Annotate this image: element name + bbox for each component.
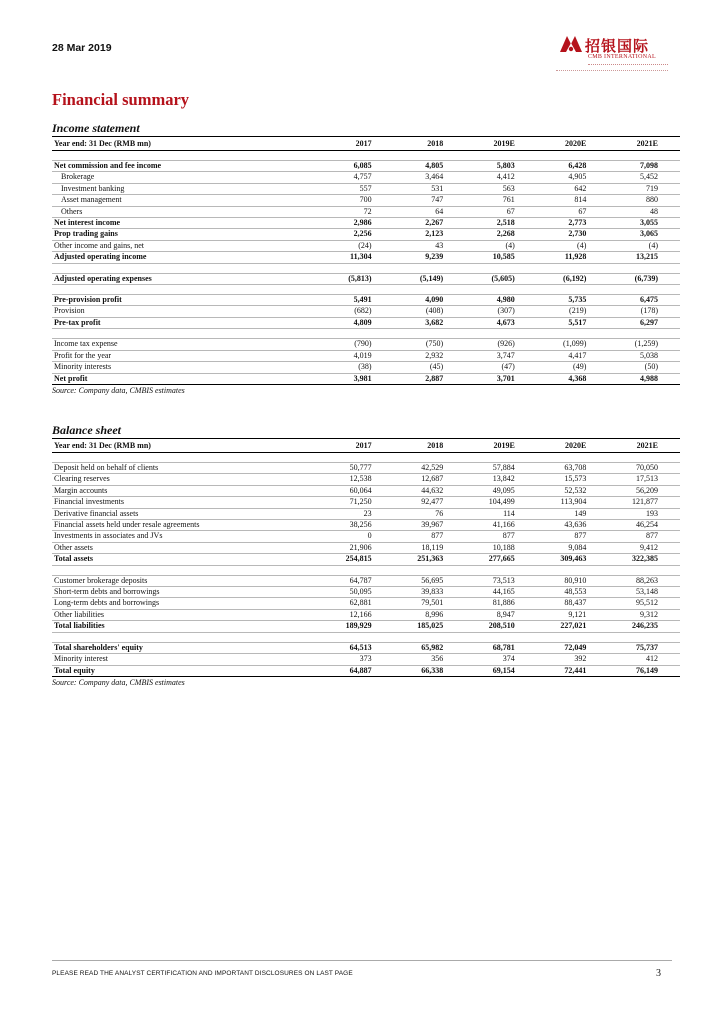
row-value: 50,095	[322, 587, 394, 598]
row-value: 66,338	[394, 665, 466, 676]
table-row	[52, 172, 680, 183]
row-value: 53,148	[608, 587, 680, 598]
table-row	[52, 295, 680, 306]
row-value: 189,929	[322, 621, 394, 632]
row-value: (307)	[465, 306, 537, 317]
row-value: 412	[608, 654, 680, 665]
row-value: 700	[322, 195, 394, 206]
table-row	[52, 362, 680, 373]
row-value: (38)	[322, 362, 394, 373]
column-header-year: 2021E	[608, 137, 680, 151]
table-row	[52, 474, 680, 485]
row-value: 2,267	[394, 218, 466, 229]
row-value: 41,166	[465, 520, 537, 531]
row-value: 39,967	[394, 520, 466, 531]
row-value: 64,513	[322, 642, 394, 653]
table-row	[52, 161, 680, 172]
row-label: Profit for the year	[52, 350, 322, 361]
row-value: (750)	[394, 339, 466, 350]
row-value: 3,065	[608, 229, 680, 240]
row-value: (49)	[537, 362, 609, 373]
page-title: Financial summary	[52, 90, 190, 109]
row-value: 5,491	[322, 295, 394, 306]
row-value: 4,905	[537, 172, 609, 183]
table-row	[52, 587, 680, 598]
table-row	[52, 485, 680, 496]
row-value: 4,417	[537, 350, 609, 361]
row-value: 72,441	[537, 665, 609, 676]
row-value: 2,932	[394, 350, 466, 361]
row-value: 92,477	[394, 497, 466, 508]
row-value: 6,428	[537, 161, 609, 172]
row-value: (45)	[394, 362, 466, 373]
row-value: 2,730	[537, 229, 609, 240]
row-value: 193	[608, 508, 680, 519]
logo-chinese-name: 招银国际	[585, 37, 650, 55]
column-header-label: Year end: 31 Dec (RMB mn)	[52, 439, 322, 453]
row-label: Adjusted operating expenses	[52, 273, 322, 284]
table-row	[52, 598, 680, 609]
row-value: 814	[537, 195, 609, 206]
logo-english-name: CMB INTERNATIONAL	[588, 54, 656, 60]
row-value: 113,904	[537, 497, 609, 508]
row-value: 356	[394, 654, 466, 665]
row-value: 5,803	[465, 161, 537, 172]
row-label: Short-term debts and borrowings	[52, 587, 322, 598]
row-value: 3,981	[322, 373, 394, 384]
row-value: 4,980	[465, 295, 537, 306]
column-header-year: 2021E	[608, 439, 680, 453]
row-value: 10,585	[465, 252, 537, 263]
row-label: Prop trading gains	[52, 229, 322, 240]
row-value: 95,512	[608, 598, 680, 609]
column-header-year: 2020E	[537, 137, 609, 151]
row-label: Clearing reserves	[52, 474, 322, 485]
table-row	[52, 373, 680, 384]
row-label: Other assets	[52, 542, 322, 553]
row-value: (5,149)	[394, 273, 466, 284]
row-value: 12,538	[322, 474, 394, 485]
row-value: 62,881	[322, 598, 394, 609]
row-value: 67	[537, 206, 609, 217]
row-value: 9,121	[537, 609, 609, 620]
row-value: (926)	[465, 339, 537, 350]
row-value: 21,906	[322, 542, 394, 553]
row-label: Adjusted operating income	[52, 252, 322, 263]
row-value: 4,090	[394, 295, 466, 306]
table-row	[52, 183, 680, 194]
row-value: 81,886	[465, 598, 537, 609]
row-value: 373	[322, 654, 394, 665]
row-value: 877	[394, 531, 466, 542]
row-value: 747	[394, 195, 466, 206]
income-statement-source: Source: Company data, CMBIS estimates	[52, 385, 185, 395]
row-value: (4)	[537, 240, 609, 251]
table-row	[52, 531, 680, 542]
row-value: 56,209	[608, 485, 680, 496]
row-value: 68,781	[465, 642, 537, 653]
table-row	[52, 306, 680, 317]
table-row	[52, 317, 680, 328]
row-value: (5,605)	[465, 273, 537, 284]
row-value: (682)	[322, 306, 394, 317]
row-value: 44,165	[465, 587, 537, 598]
row-value: 2,518	[465, 218, 537, 229]
row-value: 42,529	[394, 463, 466, 474]
table-row	[52, 252, 680, 263]
table-header-row	[52, 137, 680, 151]
spacer-row	[52, 151, 680, 161]
row-value: 69,154	[465, 665, 537, 676]
row-value: 4,805	[394, 161, 466, 172]
row-label: Deposit held on behalf of clients	[52, 463, 322, 474]
table-row	[52, 463, 680, 474]
row-value: 52,532	[537, 485, 609, 496]
row-value: 4,673	[465, 317, 537, 328]
table-row	[52, 609, 680, 620]
row-value: 48	[608, 206, 680, 217]
logo-fine-print-2	[556, 70, 668, 73]
row-value: 5,517	[537, 317, 609, 328]
row-value: 2,123	[394, 229, 466, 240]
row-value: 76,149	[608, 665, 680, 676]
row-value: 3,055	[608, 218, 680, 229]
row-value: 4,757	[322, 172, 394, 183]
row-value: 6,085	[322, 161, 394, 172]
row-value: 60,064	[322, 485, 394, 496]
column-header-year: 2017	[322, 137, 394, 151]
table-row	[52, 240, 680, 251]
table-row	[52, 575, 680, 586]
table-row	[52, 554, 680, 565]
row-value: 104,499	[465, 497, 537, 508]
column-header-year: 2019E	[465, 439, 537, 453]
row-value: 64,887	[322, 665, 394, 676]
row-value: 43	[394, 240, 466, 251]
row-value: 65,982	[394, 642, 466, 653]
row-label: Net commission and fee income	[52, 161, 322, 172]
row-value: 17,513	[608, 474, 680, 485]
row-value: 4,368	[537, 373, 609, 384]
row-value: 877	[537, 531, 609, 542]
table-row	[52, 508, 680, 519]
row-value: 309,463	[537, 554, 609, 565]
row-label: Pre-tax profit	[52, 317, 322, 328]
row-value: 64,787	[322, 575, 394, 586]
table-row	[52, 542, 680, 553]
footer-disclaimer: PLEASE READ THE ANALYST CERTIFICATION AND IMPORTANT DISCLOSURES ON LAST PAGE	[52, 970, 353, 977]
row-value: 2,268	[465, 229, 537, 240]
row-value: 64	[394, 206, 466, 217]
row-value: 642	[537, 183, 609, 194]
row-value: 71,250	[322, 497, 394, 508]
row-value: 88,437	[537, 598, 609, 609]
row-value: 121,877	[608, 497, 680, 508]
row-value: 5,452	[608, 172, 680, 183]
spacer-row	[52, 632, 680, 642]
table-row	[52, 339, 680, 350]
row-value: 3,747	[465, 350, 537, 361]
row-value: 9,412	[608, 542, 680, 553]
report-date: 28 Mar 2019	[52, 42, 112, 54]
row-value: 56,695	[394, 575, 466, 586]
row-value: 3,464	[394, 172, 466, 183]
spacer-row	[52, 285, 680, 295]
income-statement-section	[52, 121, 680, 397]
row-value: 12,166	[322, 609, 394, 620]
column-header-year: 2020E	[537, 439, 609, 453]
row-value: 63,708	[537, 463, 609, 474]
row-value: 277,665	[465, 554, 537, 565]
row-label: Minority interests	[52, 362, 322, 373]
row-value: 8,996	[394, 609, 466, 620]
row-value: 73,513	[465, 575, 537, 586]
row-value: (4)	[465, 240, 537, 251]
row-label: Pre-provision profit	[52, 295, 322, 306]
row-value: 880	[608, 195, 680, 206]
row-value: 392	[537, 654, 609, 665]
column-header-year: 2018	[394, 137, 466, 151]
row-value: 185,025	[394, 621, 466, 632]
row-value: 2,986	[322, 218, 394, 229]
table-row	[52, 273, 680, 284]
row-value: 719	[608, 183, 680, 194]
row-value: 18,119	[394, 542, 466, 553]
row-value: 374	[465, 654, 537, 665]
row-value: 4,809	[322, 317, 394, 328]
spacer-row	[52, 263, 680, 273]
column-header-year: 2019E	[465, 137, 537, 151]
row-label: Net interest income	[52, 218, 322, 229]
row-value: 13,215	[608, 252, 680, 263]
table-row	[52, 497, 680, 508]
row-value: 6,297	[608, 317, 680, 328]
row-value: (4)	[608, 240, 680, 251]
row-value: 3,682	[394, 317, 466, 328]
row-value: (6,192)	[537, 273, 609, 284]
spacer-row	[52, 453, 680, 463]
row-value: (1,099)	[537, 339, 609, 350]
balance-sheet-table	[52, 438, 680, 677]
table-row	[52, 621, 680, 632]
row-value: 5,735	[537, 295, 609, 306]
column-header-year: 2017	[322, 439, 394, 453]
table-row	[52, 520, 680, 531]
row-label: Total shareholders' equity	[52, 642, 322, 653]
row-value: 254,815	[322, 554, 394, 565]
footer-divider	[52, 960, 672, 961]
row-value: (47)	[465, 362, 537, 373]
row-value: 3,701	[465, 373, 537, 384]
table-row	[52, 218, 680, 229]
row-value: 11,304	[322, 252, 394, 263]
company-logo	[538, 30, 668, 80]
row-value: 877	[608, 531, 680, 542]
table-row	[52, 654, 680, 665]
row-label: Investments in associates and JVs	[52, 531, 322, 542]
row-value: 88,263	[608, 575, 680, 586]
row-value: 227,021	[537, 621, 609, 632]
row-label: Customer brokerage deposits	[52, 575, 322, 586]
row-value: 44,632	[394, 485, 466, 496]
row-label: Total liabilities	[52, 621, 322, 632]
row-label: Net profit	[52, 373, 322, 384]
row-value: 15,573	[537, 474, 609, 485]
row-value: 9,084	[537, 542, 609, 553]
row-value: 7,098	[608, 161, 680, 172]
row-value: 4,412	[465, 172, 537, 183]
table-row	[52, 229, 680, 240]
row-value: 80,910	[537, 575, 609, 586]
row-label: Asset management	[52, 195, 322, 206]
row-value: 563	[465, 183, 537, 194]
row-value: 50,777	[322, 463, 394, 474]
table-row	[52, 350, 680, 361]
row-value: (408)	[394, 306, 466, 317]
row-value: 251,363	[394, 554, 466, 565]
row-value: 11,928	[537, 252, 609, 263]
row-value: 9,239	[394, 252, 466, 263]
row-value: 322,385	[608, 554, 680, 565]
row-label: Derivative financial assets	[52, 508, 322, 519]
table-row	[52, 195, 680, 206]
row-value: 38,256	[322, 520, 394, 531]
row-value: 23	[322, 508, 394, 519]
row-value: (50)	[608, 362, 680, 373]
row-value: 2,773	[537, 218, 609, 229]
column-header-label: Year end: 31 Dec (RMB mn)	[52, 137, 322, 151]
row-value: 79,501	[394, 598, 466, 609]
row-value: 39,833	[394, 587, 466, 598]
row-value: 557	[322, 183, 394, 194]
row-value: 761	[465, 195, 537, 206]
table-row	[52, 206, 680, 217]
column-header-year: 2018	[394, 439, 466, 453]
balance-sheet-section	[52, 423, 680, 689]
row-value: 46,254	[608, 520, 680, 531]
row-value: (790)	[322, 339, 394, 350]
row-label: Brokerage	[52, 172, 322, 183]
logo-fine-print	[588, 64, 668, 67]
table-row	[52, 665, 680, 676]
row-value: 9,312	[608, 609, 680, 620]
row-label: Financial investments	[52, 497, 322, 508]
row-value: 5,038	[608, 350, 680, 361]
row-value: (219)	[537, 306, 609, 317]
row-label: Total assets	[52, 554, 322, 565]
row-value: 72	[322, 206, 394, 217]
row-label: Provision	[52, 306, 322, 317]
row-label: Margin accounts	[52, 485, 322, 496]
balance-sheet-source: Source: Company data, CMBIS estimates	[52, 677, 185, 687]
spacer-row	[52, 329, 680, 339]
row-value: 49,095	[465, 485, 537, 496]
row-value: 114	[465, 508, 537, 519]
page-number: 3	[656, 968, 661, 979]
row-value: 149	[537, 508, 609, 519]
row-value: (6,739)	[608, 273, 680, 284]
row-value: 72,049	[537, 642, 609, 653]
row-value: 208,510	[465, 621, 537, 632]
income-statement-table	[52, 136, 680, 385]
row-value: 6,475	[608, 295, 680, 306]
row-value: 4,019	[322, 350, 394, 361]
row-value: 2,256	[322, 229, 394, 240]
row-label: Others	[52, 206, 322, 217]
row-value: 531	[394, 183, 466, 194]
row-value: (24)	[322, 240, 394, 251]
row-value: (178)	[608, 306, 680, 317]
balance-sheet-title: Balance sheet	[52, 423, 121, 437]
cmb-logo-icon	[558, 32, 584, 54]
row-value: 75,737	[608, 642, 680, 653]
row-value: 70,050	[608, 463, 680, 474]
row-value: 10,188	[465, 542, 537, 553]
row-label: Long-term debts and borrowings	[52, 598, 322, 609]
row-value: 48,553	[537, 587, 609, 598]
row-label: Investment banking	[52, 183, 322, 194]
row-label: Other liabilities	[52, 609, 322, 620]
row-value: 13,842	[465, 474, 537, 485]
row-value: 8,947	[465, 609, 537, 620]
row-value: (1,259)	[608, 339, 680, 350]
row-label: Total equity	[52, 665, 322, 676]
row-value: 246,235	[608, 621, 680, 632]
row-value: 877	[465, 531, 537, 542]
row-value: 57,884	[465, 463, 537, 474]
row-value: (5,813)	[322, 273, 394, 284]
row-label: Minority interest	[52, 654, 322, 665]
row-label: Other income and gains, net	[52, 240, 322, 251]
row-value: 12,687	[394, 474, 466, 485]
row-label: Financial assets held under resale agreements	[52, 520, 322, 531]
row-label: Income tax expense	[52, 339, 322, 350]
row-value: 43,636	[537, 520, 609, 531]
table-row	[52, 642, 680, 653]
row-value: 76	[394, 508, 466, 519]
row-value: 0	[322, 531, 394, 542]
row-value: 4,988	[608, 373, 680, 384]
row-value: 67	[465, 206, 537, 217]
row-value: 2,887	[394, 373, 466, 384]
income-statement-title: Income statement	[52, 121, 140, 135]
spacer-row	[52, 565, 680, 575]
table-header-row	[52, 439, 680, 453]
